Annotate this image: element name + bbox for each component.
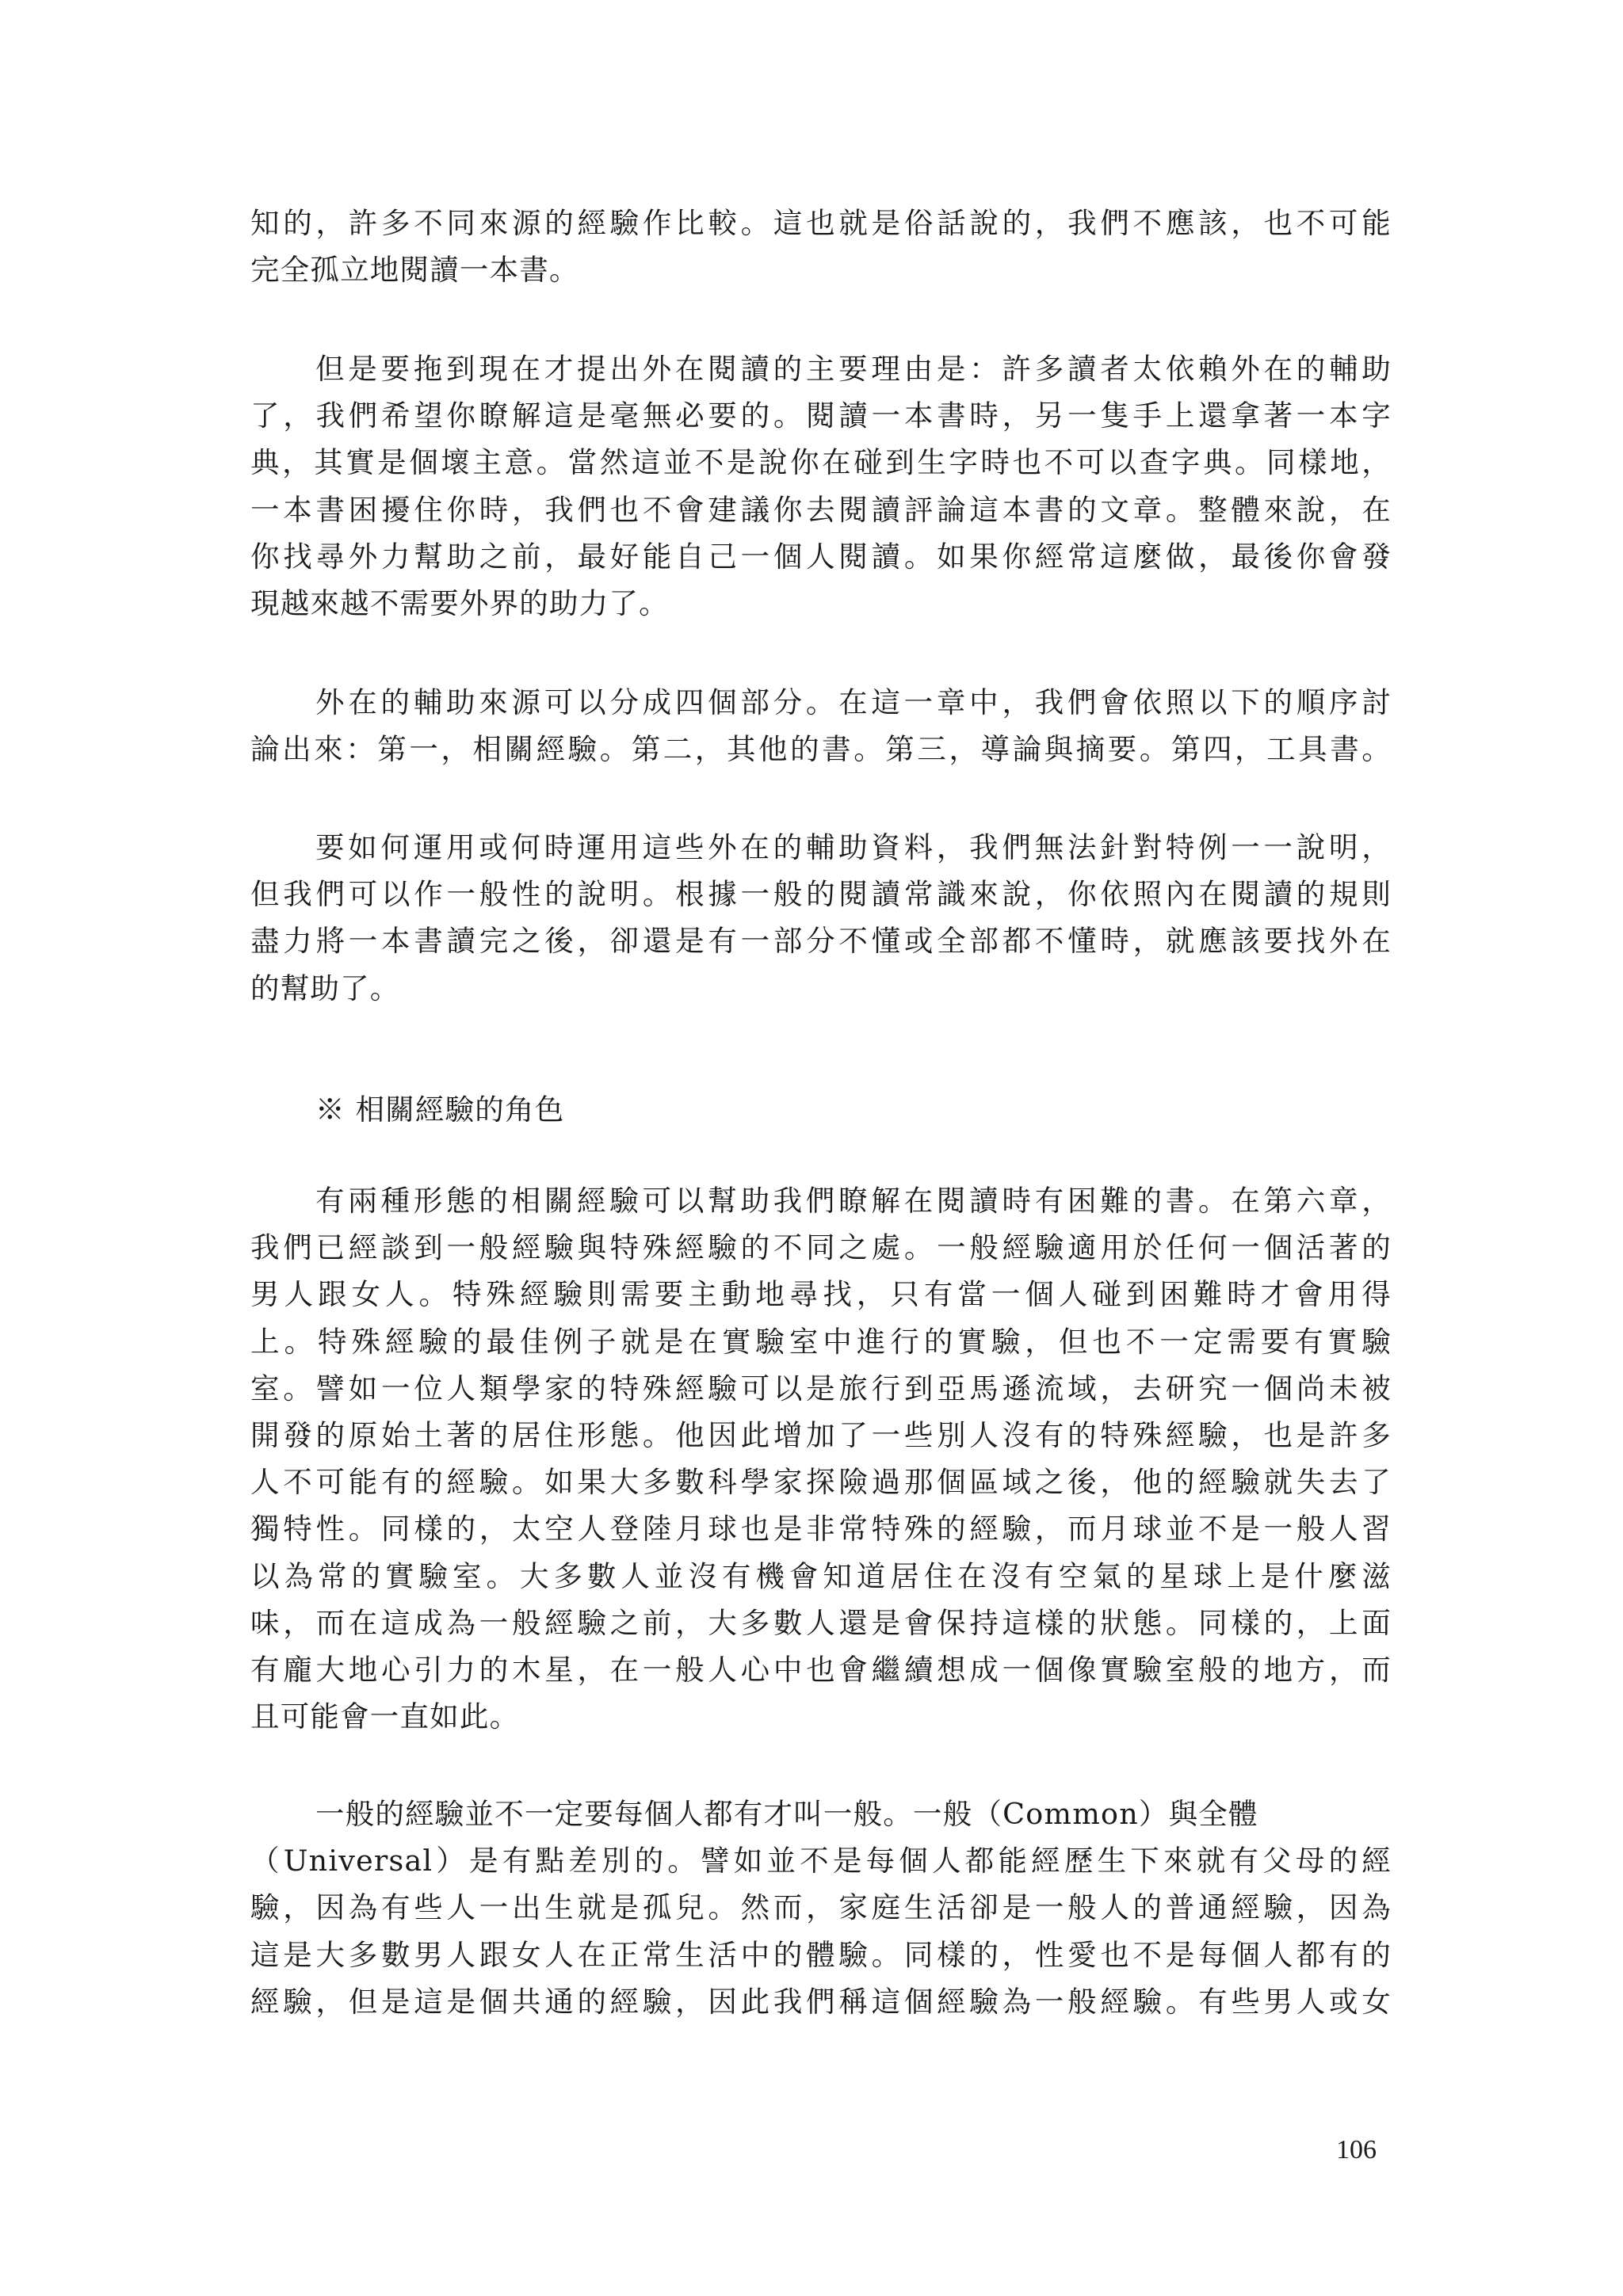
text-line: 開發的原始土著的居住形態。他因此增加了一些別人沒有的特殊經驗，也是許多 bbox=[250, 1417, 1392, 1452]
text-line: 且可能會一直如此。 bbox=[250, 1699, 520, 1734]
paragraph bbox=[250, 1177, 1392, 1740]
text-line: 驗，因為有些人一出生就是孤兒。然而，家庭生活卻是一般人的普通經驗，因為 bbox=[250, 1890, 1392, 1925]
page-number: 106 bbox=[1336, 2135, 1377, 2164]
section-heading: ※ 相關經驗的角色 bbox=[315, 1093, 565, 1127]
text-line: 室。譬如一位人類學家的特殊經驗可以是旅行到亞馬遜流域，去研究一個尚未被 bbox=[250, 1371, 1392, 1405]
text-line: 典，其實是個壞主意。當然這並不是說你在碰到生字時也不可以查字典。同樣地， bbox=[250, 445, 1392, 480]
paragraph bbox=[250, 200, 1392, 293]
text-line: 外在的輔助來源可以分成四個部分。在這一章中，我們會依照以下的順序討 bbox=[315, 685, 1392, 719]
text-line: 味，而在這成為一般經驗之前，大多數人還是會保持這樣的狀態。同樣的，上面 bbox=[250, 1605, 1392, 1640]
text-line: 人不可能有的經驗。如果大多數科學家探險過那個區域之後，他的經驗就失去了 bbox=[250, 1465, 1392, 1500]
text-line: 以為常的實驗室。大多數人並沒有機會知道居住在沒有空氣的星球上是什麼滋 bbox=[250, 1558, 1392, 1593]
text-line: 這是大多數男人跟女人在正常生活中的體驗。同樣的，性愛也不是每個人都有的 bbox=[250, 1937, 1392, 1972]
paragraph bbox=[250, 824, 1392, 1012]
text-line: 要如何運用或何時運用這些外在的輔助資料，我們無法針對特例一一說明， bbox=[315, 830, 1392, 864]
text-line: 論出來：第一，相關經驗。第二，其他的書。第三，導論與摘要。第四，工具書。 bbox=[250, 732, 1392, 767]
text-line: 你找尋外力幫助之前，最好能自己一個人閱讀。如果你經常這麼做，最後你會發 bbox=[250, 539, 1392, 574]
text-line: 完全孤立地閱讀一本書。 bbox=[250, 253, 579, 288]
paragraph bbox=[250, 1791, 1392, 2025]
text-line: 了，我們希望你瞭解這是毫無必要的。閱讀一本書時，另一隻手上還拿著一本字 bbox=[250, 399, 1392, 433]
text-line: 上。特殊經驗的最佳例子就是在實驗室中進行的實驗，但也不一定需要有實驗 bbox=[250, 1324, 1392, 1359]
text-line: 我們已經談到一般經驗與特殊經驗的不同之處。一般經驗適用於任何一個活著的 bbox=[250, 1230, 1392, 1265]
text-line: 一本書困擾住你時，我們也不會建議你去閱讀評論這本書的文章。整體來說，在 bbox=[250, 492, 1392, 527]
text-line: 有兩種形態的相關經驗可以幫助我們瞭解在閱讀時有困難的書。在第六章， bbox=[315, 1184, 1392, 1218]
text-line: 男人跟女人。特殊經驗則需要主動地尋找，只有當一個人碰到困難時才會用得 bbox=[250, 1277, 1392, 1312]
text-line: 盡力將一本書讀完之後，卻還是有一部分不懂或全部都不懂時，就應該要找外在 bbox=[250, 924, 1392, 959]
text-line: 現越來越不需要外界的助力了。 bbox=[250, 585, 669, 620]
text-line: 但我們可以作一般性的說明。根據一般的閱讀常識來說，你依照內在閱讀的規則 bbox=[250, 877, 1392, 912]
text-line: 經驗，但是這是個共通的經驗，因此我們稱這個經驗為一般經驗。有些男人或女 bbox=[250, 1984, 1392, 2019]
text-line: 知的，許多不同來源的經驗作比較。這也就是俗話說的，我們不應該，也不可能 bbox=[250, 206, 1392, 240]
text-line: 的幫助了。 bbox=[250, 971, 400, 1005]
text-line: （Universal）是有點差別的。譬如並不是每個人都能經歷生下來就有父母的經 bbox=[250, 1844, 1392, 1878]
text-line: 但是要拖到現在才提出外在閱讀的主要理由是：許多讀者太依賴外在的輔助 bbox=[315, 352, 1392, 386]
text-line: 獨特性。同樣的，太空人登陸月球也是非常特殊的經驗，而月球並不是一般人習 bbox=[250, 1512, 1392, 1547]
text-line: 有龐大地心引力的木星，在一般人心中也會繼續想成一個像實驗室般的地方，而 bbox=[250, 1652, 1392, 1687]
paragraph bbox=[250, 345, 1392, 627]
paragraph bbox=[250, 679, 1392, 772]
text-line: 一般的經驗並不一定要每個人都有才叫一般。一般（Common）與全體 bbox=[315, 1797, 1258, 1831]
